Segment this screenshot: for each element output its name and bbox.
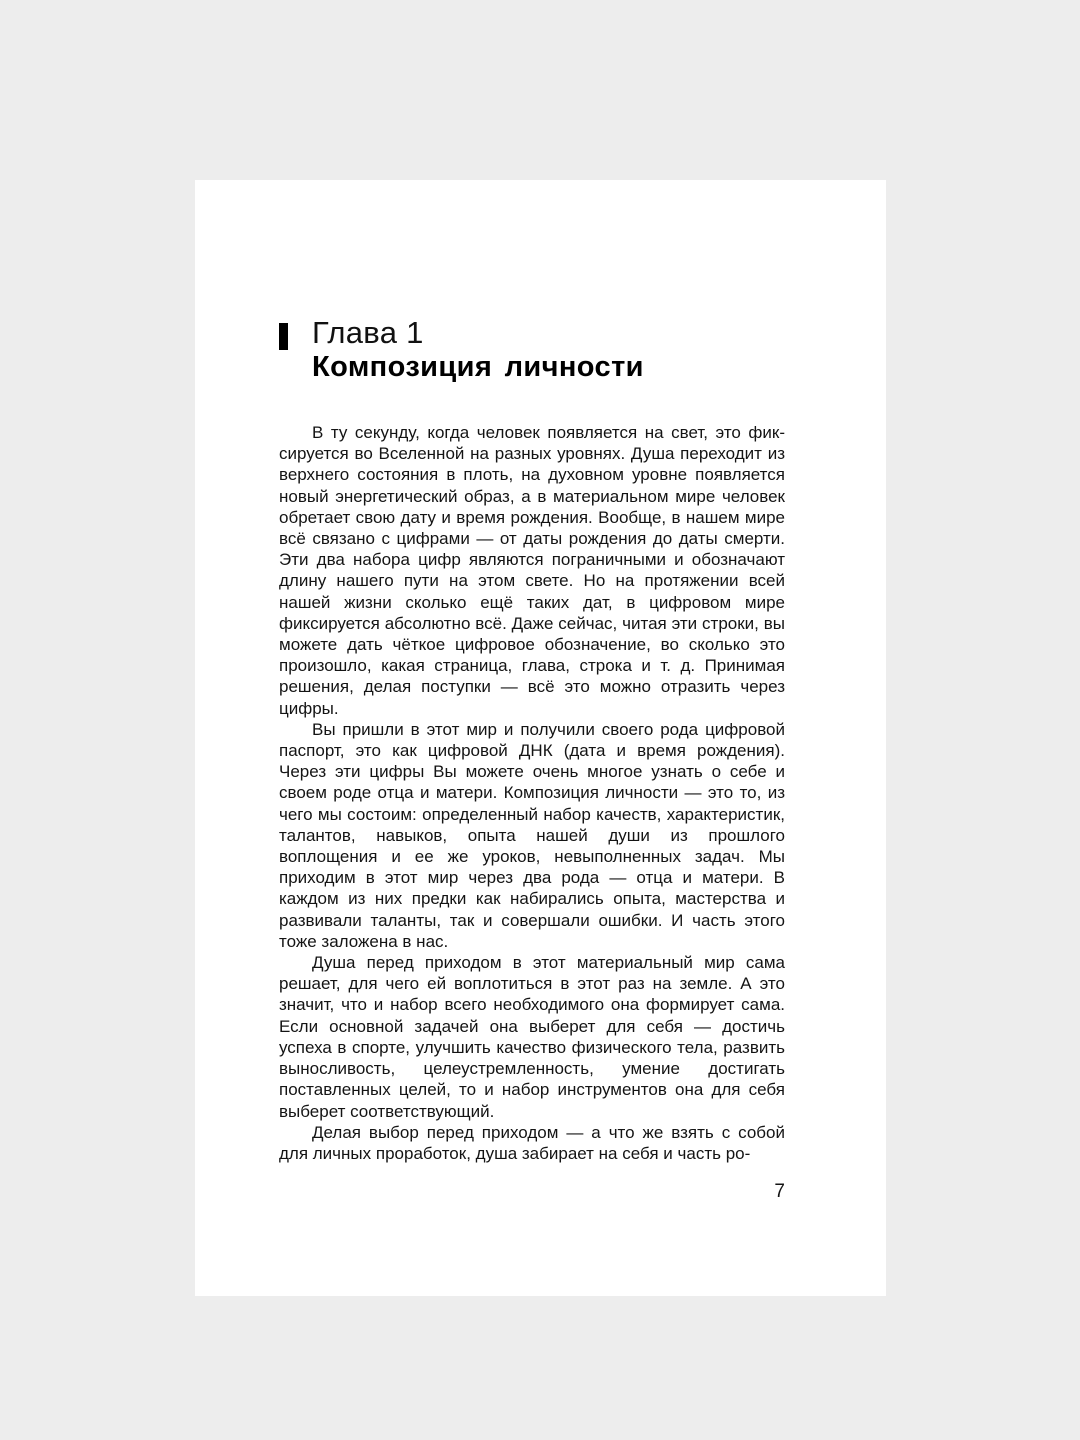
paragraph: Делая выбор перед приходом — а что же взять с собой для личных проработок, душа забирает на себя и часть ро-	[279, 1122, 785, 1163]
book-page	[195, 180, 886, 1296]
paragraph: В ту секунду, когда человек появляется на свет, это фиксируется во Вселенной на разных уровнях. Душа переходит из верхнего состояния в плоть, на духовном уровне появляется новый энергетический образ, а в материальном мире человек обретает свою дату и время рождения. Вообще, в нашем мире всё связано с цифрами — от даты рождения до даты смерти. Эти два набора цифр являются пограничными и обозначают длину нашего пути на этом свете. Но на протяжении всей нашей жизни сколько ещё таких дат, в цифровом мире фиксируется абсолютно всё. Даже сейчас, читая эти строки, вы можете дать чёткое цифровое обозначение, во сколько это произошло, какая страница, глава, строка и т. д. Принимая решения, делая поступки — всё это можно отразить через цифры.	[279, 423, 785, 718]
chapter-number: Глава 1	[312, 315, 424, 350]
paragraph: Душа перед приходом в этот материальный мир сама решает, для чего ей воплотиться в этот раз на земле. А это значит, что и набор всего необходимого она формирует сама. Если основной задачей она выберет для себя — достичь успеха в спорте, улучшить качество физического тела, развить выносливость, целеустремленность, умение достигать поставленных целей, то и набор инструментов она для себя выберет соответствующий.	[279, 953, 785, 1121]
page-number: 7	[774, 1181, 785, 1202]
chapter-marker-bar	[279, 323, 288, 350]
chapter-body-text	[279, 422, 785, 1164]
chapter-title: Композиция личности	[312, 351, 644, 383]
paragraph: Вы пришли в этот мир и получили своего рода цифровой паспорт, это как цифровой ДНК (дата и время рождения). Через эти цифры Вы можете очень многое узнать о себе и своем роде отца и матери. Композиция личности — это то, из чего мы состоим: определенный набор качеств, характеристик, талантов, навыков, опыта нашей души из прошлого воплощения и ее же уроков, невыполненных задач. Мы приходим в этот мир через два рода — отца и матери. В каждом из них предки как набирались опыта, мастерства и развивали таланты, так и совершали ошибки. И часть этого тоже заложена в нас.	[279, 719, 785, 951]
